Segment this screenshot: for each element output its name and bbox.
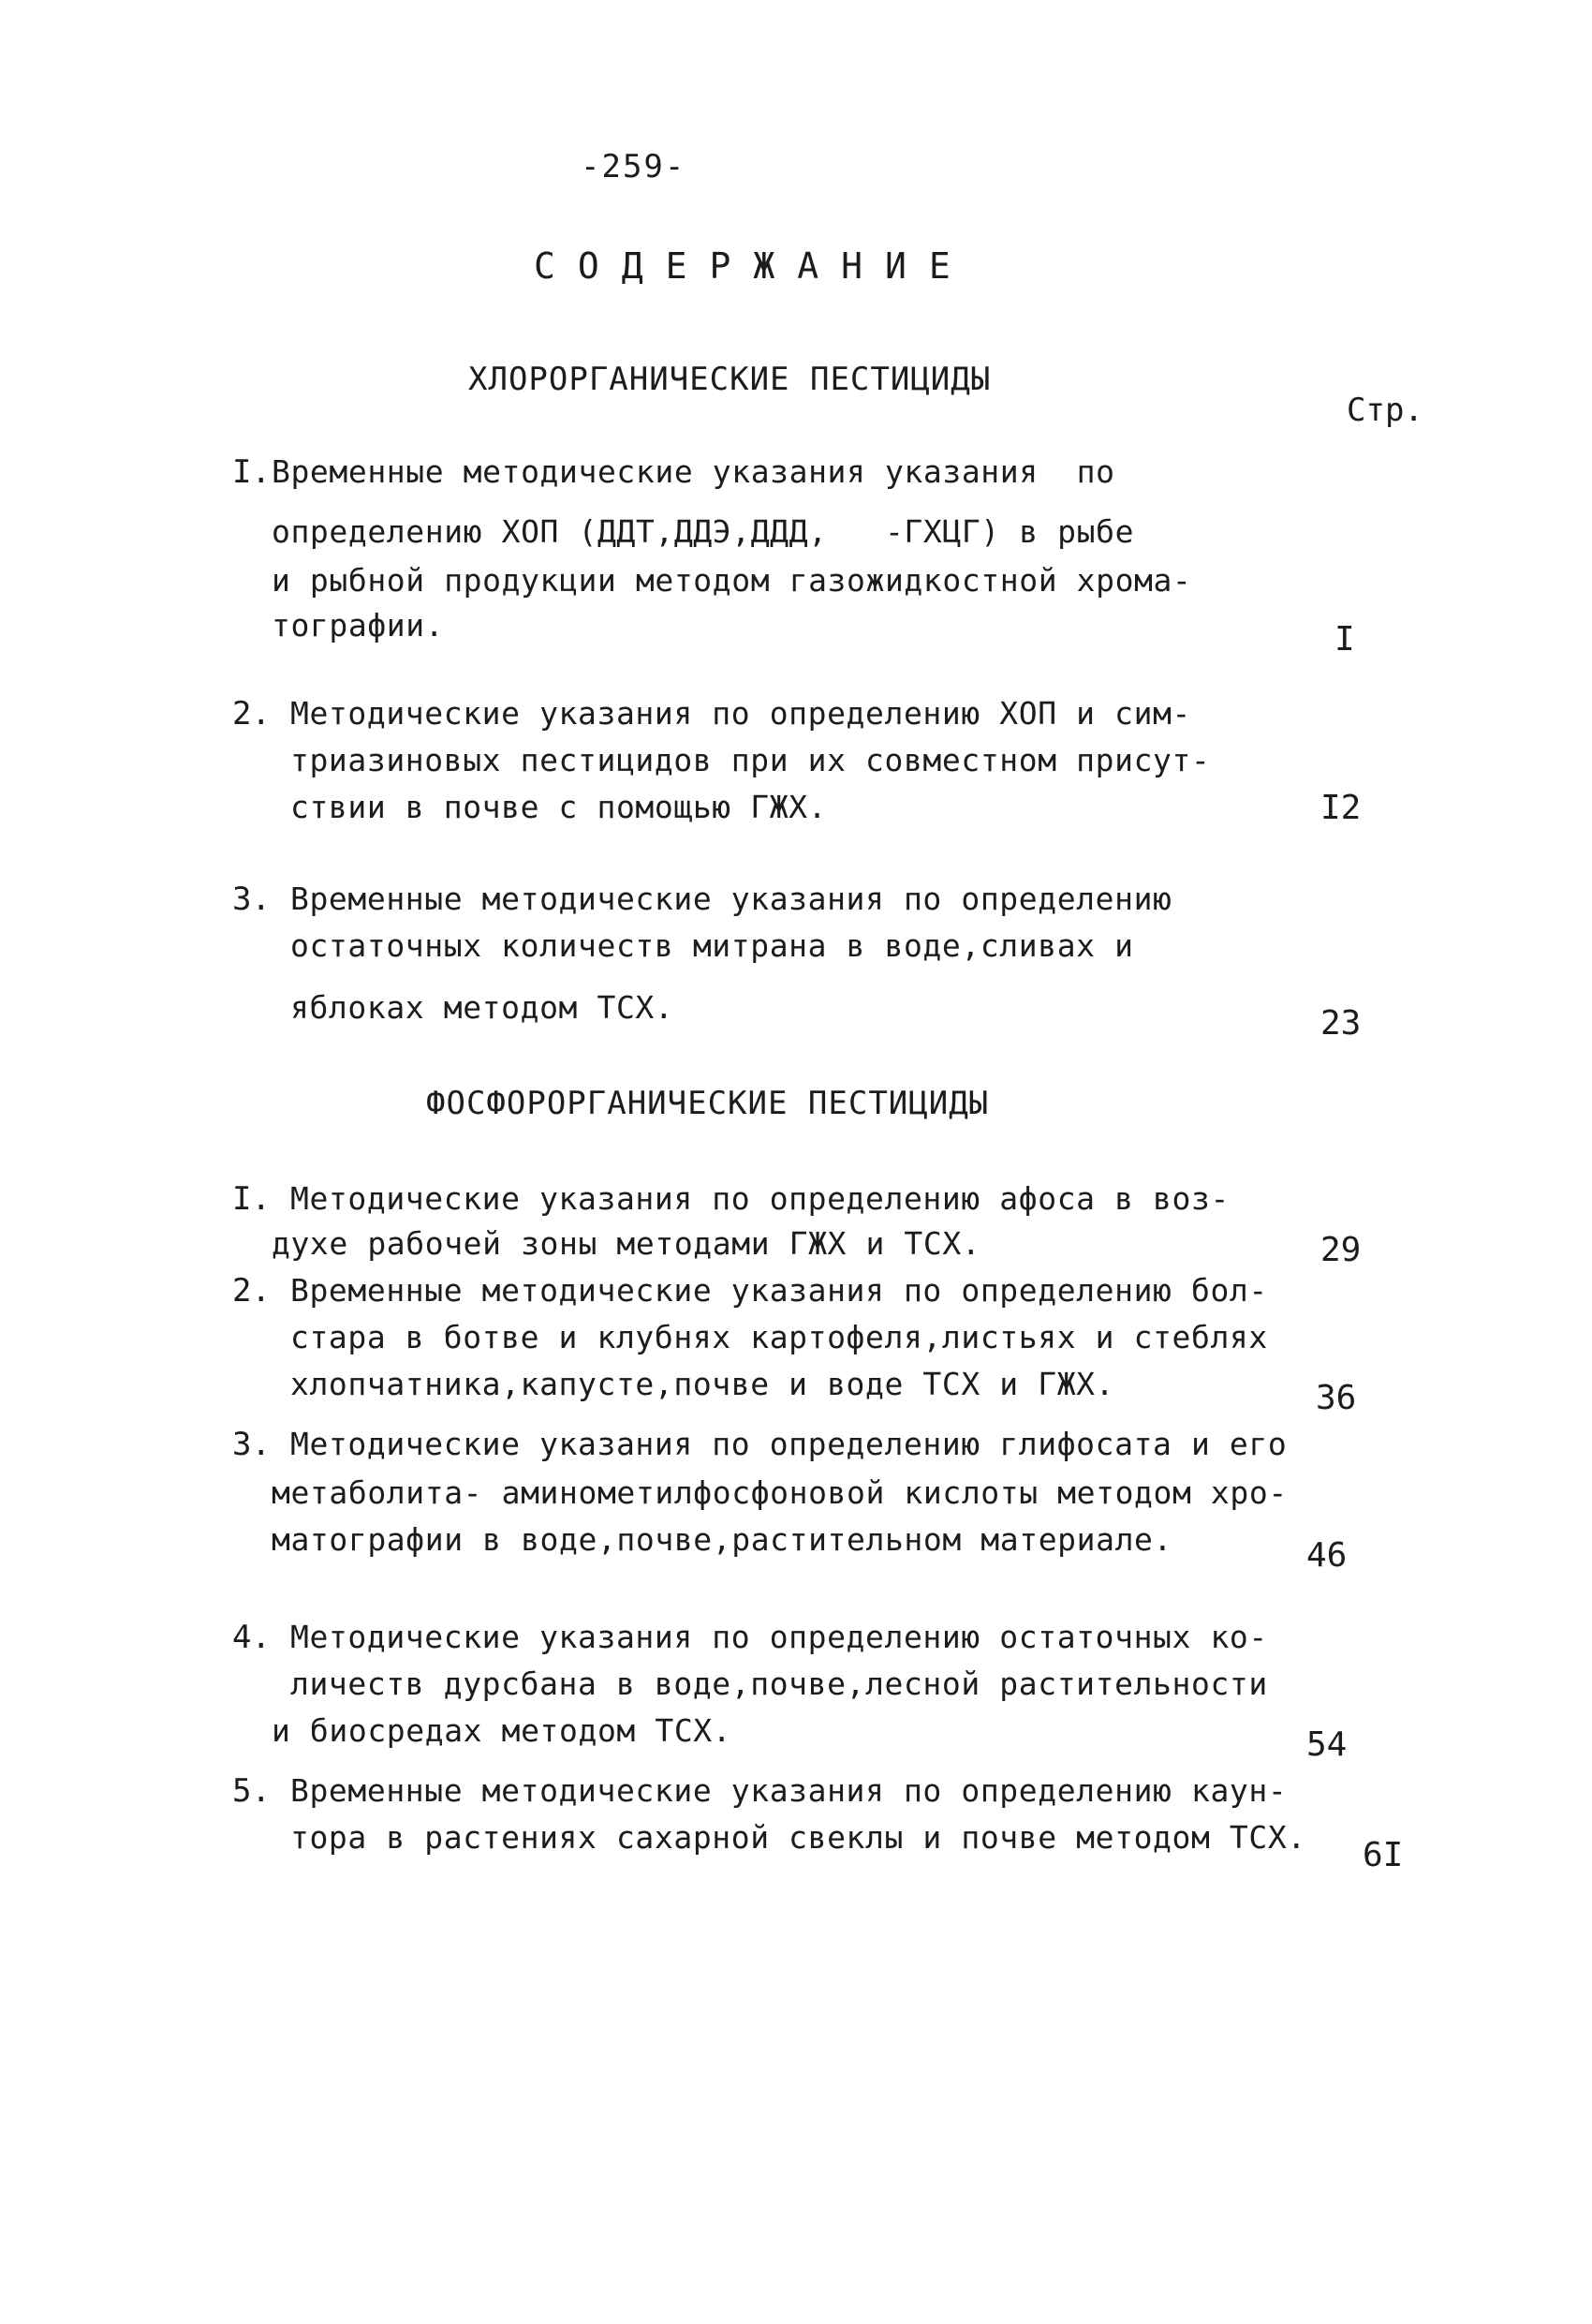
entry-line: духе рабочей зоны методами ГЖХ и ТСХ.: [272, 1225, 981, 1262]
entry-page-ref: 36: [1316, 1379, 1357, 1417]
entry-line: Методические указания по определению ХОП и сим-: [290, 695, 1191, 732]
entry-line: и рыбной продукции методом газожидкостной хрома-: [272, 562, 1192, 599]
entry-line: метаболита- аминометилфосфоновой кислоты методом хро-: [272, 1474, 1288, 1511]
entry-line: Временные методические указания по определению каун-: [290, 1772, 1288, 1809]
entry-page-ref: I: [1334, 620, 1355, 659]
entry-page-ref: I2: [1320, 789, 1362, 827]
entry-line: тографии.: [272, 607, 445, 644]
entry-line: ствии в почве с помощью ГЖХ.: [290, 789, 828, 825]
entry-line: триазиновых пестицидов при их совместном присут-: [290, 742, 1211, 778]
entry-page-ref: 6I: [1363, 1836, 1404, 1874]
page-number: -259-: [581, 148, 686, 185]
entry-line: Временные методические указания указания по: [272, 453, 1115, 490]
page-title: СОДЕРЖАНИЕ: [534, 245, 973, 287]
entry-line: Методические указания по определению афоса в воз-: [290, 1180, 1230, 1217]
entry-line: личеств дурсбана в воде,почве,лесной растительности: [290, 1665, 1268, 1702]
entry-line: яблоках методом ТСХ.: [290, 989, 674, 1026]
entry-number: 4.: [232, 1619, 271, 1656]
entry-number: 3.: [232, 881, 271, 918]
section-heading-organophosphorus: ФОСФОРОРГАНИЧЕСКИЕ ПЕСТИЦИДЫ: [426, 1085, 990, 1122]
entry-page-ref: 54: [1306, 1725, 1348, 1764]
entry-line: Методические указания по определению остаточных ко-: [290, 1619, 1268, 1655]
entry-line: Методические указания по определению глифосата и его: [290, 1426, 1288, 1462]
entry-number: 3.: [232, 1426, 271, 1463]
entry-number: I.: [232, 1180, 271, 1218]
entry-line: и биосредах методом ТСХ.: [272, 1712, 732, 1749]
entry-line: остаточных количеств митрана в воде,сливах и: [290, 927, 1134, 964]
entry-line: стара в ботве и клубнях картофеля,листьях и стеблях: [290, 1319, 1268, 1355]
entry-number: 2.: [232, 695, 271, 733]
entry-page-ref: 29: [1320, 1231, 1362, 1269]
section-heading-organochlorine: ХЛОРОРГАНИЧЕСКИЕ ПЕСТИЦИДЫ: [468, 361, 992, 398]
entry-line: матографии в воде,почве,растительном материале.: [272, 1521, 1172, 1558]
entry-page-ref: 46: [1306, 1536, 1348, 1575]
entry-line: тора в растениях сахарной свеклы и почве методом ТСХ.: [290, 1819, 1306, 1856]
entry-number: 5.: [232, 1772, 271, 1810]
entry-number: I.: [232, 453, 271, 491]
entry-line: Временные методические указания по определению: [290, 881, 1172, 917]
entry-number: 2.: [232, 1272, 271, 1310]
entry-line: хлопчатника,капусте,почве и воде ТСХ и ГЖХ.: [290, 1366, 1115, 1402]
entry-line: определению ХОП (ДДТ,ДДЭ,ДДД, -ГХЦГ) в рыбе: [272, 513, 1135, 550]
page-column-label: Стр.: [1347, 392, 1423, 429]
entry-page-ref: 23: [1320, 1004, 1362, 1043]
entry-line: Временные методические указания по определению бол-: [290, 1272, 1268, 1309]
